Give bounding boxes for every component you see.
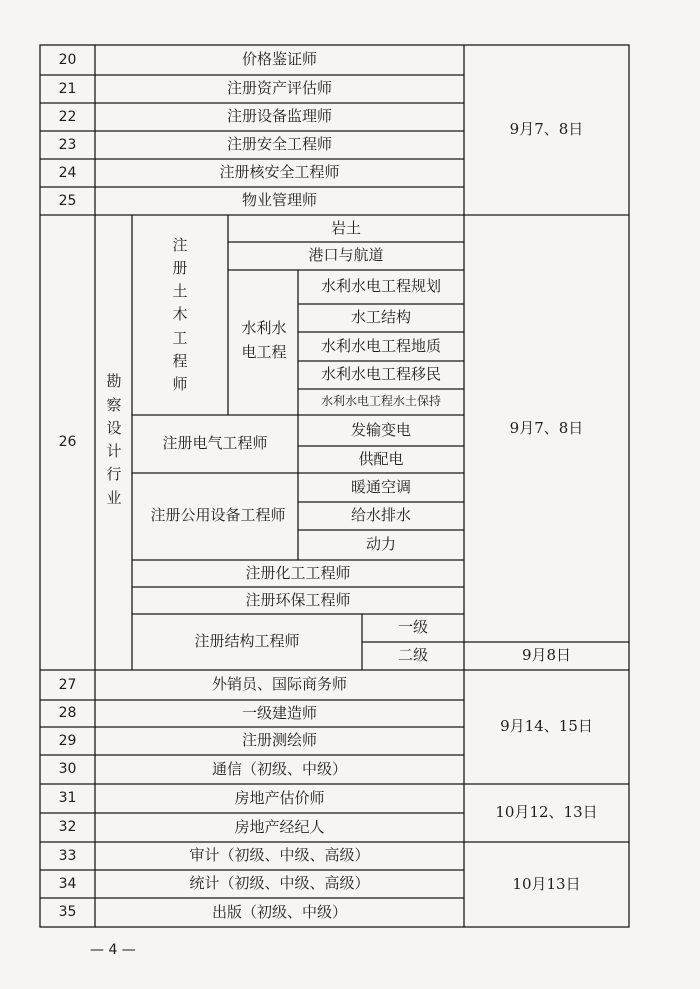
water-subitem: 水利水电工程地质 bbox=[320, 336, 441, 355]
row-number: 26 bbox=[58, 434, 77, 451]
chemical-engineer-label: 注册化工工程师 bbox=[245, 563, 351, 582]
civil-subitem: 港口与航道 bbox=[308, 246, 384, 265]
environmental-engineer-label: 注册环保工程师 bbox=[245, 590, 351, 609]
electrical-subitem: 供配电 bbox=[358, 449, 404, 468]
row-number: 28 bbox=[58, 705, 77, 722]
exam-name: 物业管理师 bbox=[241, 191, 317, 210]
exam-date: 9月8日 bbox=[521, 646, 572, 665]
exam-name: 通信（初级、中级） bbox=[211, 759, 347, 778]
water-subitem: 水利水电工程移民 bbox=[320, 365, 441, 384]
row-number: 27 bbox=[58, 676, 77, 693]
electrical-engineer-label: 注册电气工程师 bbox=[162, 434, 268, 453]
water-subitem: 水工结构 bbox=[350, 308, 411, 327]
row-number: 33 bbox=[58, 847, 77, 864]
row-number: 22 bbox=[58, 108, 77, 125]
row-number: 20 bbox=[58, 51, 77, 68]
row-number: 29 bbox=[58, 732, 77, 749]
page-number: — 4 — bbox=[90, 942, 136, 958]
exam-name: 注册核安全工程师 bbox=[219, 163, 340, 182]
row-number: 25 bbox=[58, 192, 77, 209]
row-number: 24 bbox=[58, 164, 77, 181]
exam-name: 一级建造师 bbox=[241, 703, 317, 722]
row-number: 34 bbox=[58, 875, 77, 892]
water-subitem: 水利水电工程规划 bbox=[320, 277, 441, 296]
structural-engineer-label: 注册结构工程师 bbox=[194, 632, 300, 651]
electrical-subitem: 发输变电 bbox=[350, 420, 411, 439]
exam-date: 10月13日 bbox=[512, 874, 581, 893]
exam-name: 注册设备监理师 bbox=[226, 107, 332, 126]
structural-subitem: 二级 bbox=[397, 646, 428, 665]
category-label: 勘察设计行业 bbox=[106, 372, 122, 507]
exam-name: 注册资产评估师 bbox=[226, 79, 332, 98]
exam-name: 出版（初级、中级） bbox=[211, 902, 347, 921]
water-subitem: 水利水电工程水土保持 bbox=[320, 394, 441, 409]
exam-name: 统计（初级、中级、高级） bbox=[189, 874, 370, 893]
exam-date: 9月14、15日 bbox=[500, 717, 593, 736]
exam-name: 价格鉴证师 bbox=[241, 50, 317, 69]
exam-date: 9月7、8日 bbox=[509, 120, 584, 139]
row-number: 32 bbox=[58, 819, 77, 836]
row-number: 35 bbox=[58, 904, 77, 921]
row-number: 21 bbox=[58, 80, 77, 97]
exam-name: 注册安全工程师 bbox=[226, 135, 332, 154]
utility-engineer-label: 注册公用设备工程师 bbox=[150, 506, 286, 524]
exam-name: 外销员、国际商务师 bbox=[211, 675, 347, 694]
exam-date: 9月7、8日 bbox=[509, 418, 584, 437]
utility-subitem: 动力 bbox=[365, 535, 396, 554]
exam-name: 审计（初级、中级、高级） bbox=[189, 846, 370, 865]
exam-name: 注册测绘师 bbox=[241, 731, 317, 750]
row-number: 23 bbox=[58, 136, 77, 153]
row-number: 30 bbox=[58, 761, 77, 778]
civil-engineer-label: 注册土木工程师 bbox=[172, 235, 188, 394]
water-engineering-label: 水利水电工程 bbox=[241, 319, 287, 361]
utility-subitem: 暖通空调 bbox=[350, 477, 411, 496]
exam-name: 房地产估价师 bbox=[234, 788, 325, 807]
utility-subitem: 给水排水 bbox=[350, 506, 411, 525]
exam-name: 房地产经纪人 bbox=[234, 817, 325, 836]
civil-subitem: 岩土 bbox=[330, 218, 361, 237]
structural-subitem: 一级 bbox=[397, 618, 428, 637]
exam-date: 10月12、13日 bbox=[495, 803, 598, 822]
row-number: 31 bbox=[58, 790, 77, 807]
